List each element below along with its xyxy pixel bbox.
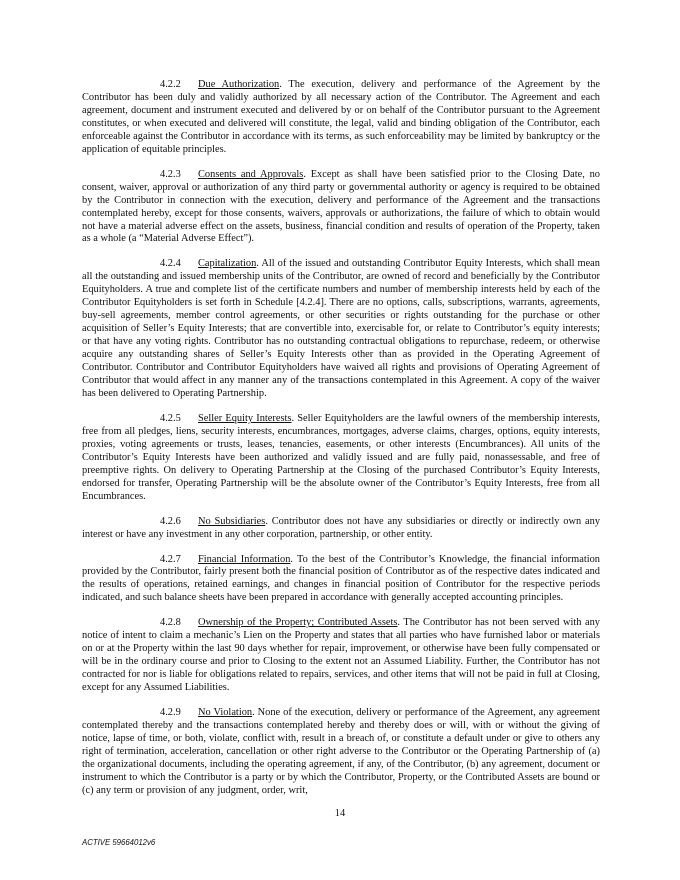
section-4-2-6 [82,516,600,542]
document-id: ACTIVE 59664012v6 [82,838,156,847]
section-heading-punct: . [290,553,294,565]
section-heading: Due Authorization [198,79,280,90]
section-heading-punct: . [279,79,282,90]
section-heading: Seller Equity Interests [198,412,292,424]
document-body [82,79,600,810]
section-4-2-2 [82,79,600,157]
section-heading-punct: . [397,617,401,629]
section-number: 4.2.8 [160,617,181,629]
section-heading-punct: . [256,258,259,270]
section-4-2-3 [82,169,600,247]
section-body: Except as shall have been satisfied prior to the Closing Date, no consent, waiver, approval or authorization of any third party or governmental authority or agency is required to be obtained by the Contributor in connection with the execution, delivery and performance of the Agreement and the transactions contemplated hereby, except for those consents, waivers, approvals or authorizations, the failure of which to obtain would not have a material adverse effect on the assets, business, financial condition and results of operation of the Property, taken as a whole (a “Material Adverse Effect”). [82,168,600,245]
section-heading: Capitalization [198,258,257,270]
section-heading: Ownership of the Property; Contributed Assets [198,617,398,629]
section-heading: No Violation [198,707,253,719]
section-number: 4.2.5 [160,412,181,424]
section-heading: Financial Information [198,553,291,565]
section-number: 4.2.4 [160,258,181,270]
section-body: Contributor does not have any subsidiaries or directly or indirectly own any interest or have any investment in any other corporation, partnership, or other entity. [82,515,601,540]
section-body: All of the issued and outstanding Contributor Equity Interests, which shall mean all the outstanding and issued membership units of the Contributor, are owned of record and beneficially by the Contributor Equityholders. A true and complete list of the certificate numbers and number of membership interests held by each of the Contributor Equityholders is set forth in Schedule [4.2.4]. There are no options, calls, subscriptions, warrants, agreements, buy-sell agreements, member control agreements, or other securities or rights outstanding for the purchase or other acquisition of Seller’s Equity Interests; that are convertible into, exercisable for, or relate to Contributor’s equity interests; or that have any voting rights. Contributor has no outstanding contractual obligations to repurchase, redeem, or otherwise acquire any outstanding shares of Seller’s Equity Interests other than as provided in the Operating Agreement of Contributor. Contributor and Contributor Equityholders have waived all rights and provisions of Operating Agreement of Contributor that would affect in any manner any of the transactions contemplated in this Agreement. A copy of the waiver has been delivered to Operating Partnership. [82,258,600,399]
section-body: None of the execution, delivery or performance of the Agreement, any agreement contemplated thereby and the transactions contemplated hereby and thereby does or will, with or without the giving of notice, lapse of time, or both, violate, conflict with, result in a breach of, or constitute a default under or give to others any right of termination, acceleration, cancellation or other right adverse to the Contributor or the Operating Partnership of (a) the organizational documents, including the operating agreement, if any, of the Contributor, (b) any agreement, document or instrument to which the Contributor is a party or by which the Contributor, Property, or the Contributed Assets are bound or (c) any term or provision of any judgment, order, writ, [82,707,600,796]
section-4-2-4 [82,258,600,400]
section-number: 4.2.6 [160,515,181,527]
section-heading-punct: . [291,412,295,424]
section-body: The Contributor has not been served with any notice of intent to claim a mechanic’s Lien on the Property and states that all parties who have furnished labor or materials on or at the Property within the last 90 days whether for repair, improvement, or otherwise have been fully compensated or will be in the ordinary course and prior to Closing to the extent not an Assumed Liability. Further, the Contributor has not contracted for nor is liable for obligations related to repairs, services, and other items that will not be paid in full at Closing, except for any Assumed Liabilities. [82,617,600,694]
page-number: 14 [334,808,346,819]
section-4-2-8 [82,617,600,695]
section-heading: No Subsidiaries [198,515,266,527]
section-body: Seller Equityholders are the lawful owners of the membership interests, free from all pledges, liens, security interests, encumbrances, mortgages, adverse claims, charges, options, equity interests, proxies, voting agreements or trusts, leases, tenancies, easements, or other interests (Encumbrances). All units of the Contributor’s Equity Interests have been authorized and validly issued and are fully paid, nonassessable, and free of preemptive rights. On delivery to Operating Partnership at the Closing of the purchased Contributor’s Equity Interests, endorsed for transfer, Operating Partnership will be the absolute owner of the Contributor’s Equity Interests, free from all Encumbrances. [82,412,600,502]
section-heading-punct: . [252,707,255,719]
section-body: To the best of the Contributor’s Knowledge, the financial information provided by the Contributor, fairly present both the financial position of Contributor as of the respective dates indicated and the results of operations, retained earnings, and changes in financial position of Contributor for the respective periods indicated, and such balance sheets have been prepared in accordance with generally accepted accounting principles. [82,553,600,604]
section-number: 4.2.7 [160,553,181,565]
section-heading: Consents and Approvals [198,168,304,180]
section-4-2-7 [82,554,600,606]
section-heading-punct: . [265,515,268,527]
section-body: The execution, delivery and performance of the Agreement by the Contributor has been duly and validly authorized by all necessary action of the Contributor. The Agreement and each agreement, document and instrument executed and delivered by or on behalf of the Contributor pursuant to the Agreement constitutes, or when executed and delivered will constitute, the legal, valid and binding obligation of the Contributor, each enforceable against the Contributor in accordance with its terms, as such enforceability may be limited by bankruptcy or the application of equitable principles. [82,79,600,155]
section-number: 4.2.3 [160,168,181,180]
section-4-2-9 [82,707,600,798]
section-4-2-5 [82,413,600,504]
section-number: 4.2.9 [160,707,181,719]
section-number: 4.2.2 [160,79,181,90]
section-heading-punct: . [303,168,306,180]
